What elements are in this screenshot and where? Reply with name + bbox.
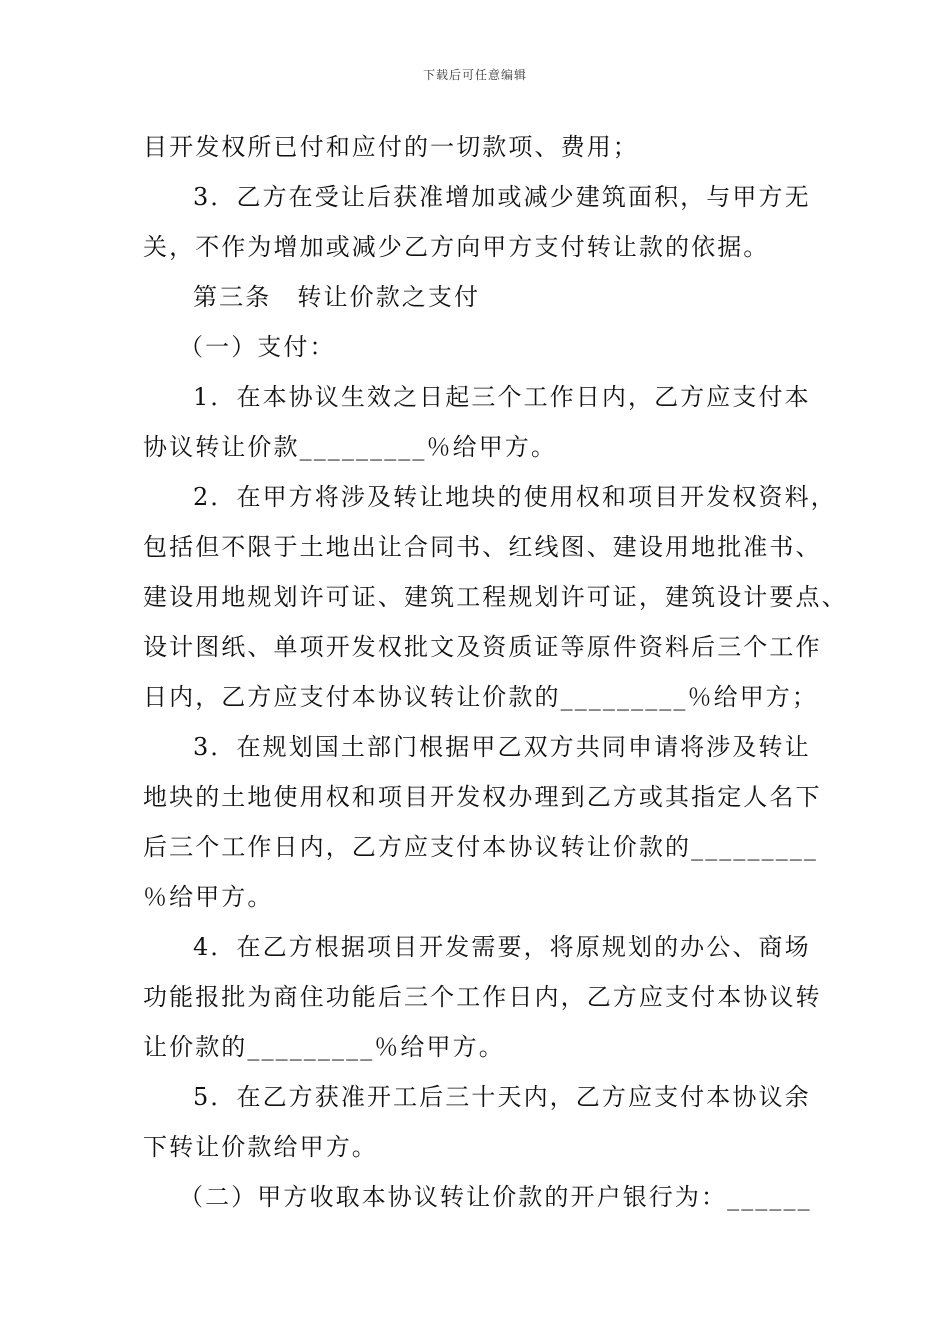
text-line-2: 3．乙方在受让后获准增加或减少建筑面积，与甲方无: [193, 183, 811, 211]
text-line-7: 协议转让价款_________％给甲方。: [143, 433, 557, 461]
text-line-11: 设计图纸、单项开发权批文及资质证等原件资料后三个工作: [143, 633, 822, 661]
text-line-1: 目开发权所已付和应付的一切款项、费用；: [143, 133, 639, 161]
subsection-heading-bank: （二）甲方收取本协议转让价款的开户银行为：______: [179, 1183, 812, 1211]
text-line-6: 1．在本协议生效之日起三个工作日内，乙方应支付本: [193, 383, 811, 411]
text-line-18: 功能报批为商住功能后三个工作日内，乙方应支付本协议转: [143, 983, 822, 1011]
text-line-19: 让价款的_________％给甲方。: [143, 1033, 505, 1061]
text-line-8: 2．在甲方将涉及转让地块的使用权和项目开发权资料，: [193, 483, 837, 511]
text-line-20: 5．在乙方获准开工后三十天内，乙方应支付本协议余: [193, 1083, 811, 1111]
header-note: 下载后可任意编辑: [422, 68, 527, 82]
text-line-13: 3．在规划国土部门根据甲乙双方共同申请将涉及转让: [193, 733, 811, 761]
text-line-9: 包括但不限于土地出让合同书、红线图、建设用地批准书、: [143, 533, 822, 561]
document-body: [143, 122, 848, 1222]
text-line-15: 后三个工作日内，乙方应支付本协议转让价款的_________: [143, 833, 818, 861]
text-line-3: 关，不作为增加或减少乙方向甲方支付转让款的依据。: [143, 233, 770, 261]
text-line-10: 建设用地规划许可证、建筑工程规划许可证，建筑设计要点、: [143, 583, 848, 611]
text-line-17: 4．在乙方根据项目开发需要，将原规划的办公、商场: [193, 933, 811, 961]
text-line-14: 地块的土地使用权和项目开发权办理到乙方或其指定人名下: [143, 783, 822, 811]
section-heading-article-3: 第三条 转让价款之支付: [193, 283, 481, 311]
text-line-16: ％给甲方。: [143, 883, 274, 911]
subsection-heading-payment: （一）支付：: [179, 333, 336, 361]
text-line-12: 日内，乙方应支付本协议转让价款的_________％给甲方；: [143, 683, 818, 711]
text-line-21: 下转让价款给甲方。: [143, 1133, 378, 1161]
